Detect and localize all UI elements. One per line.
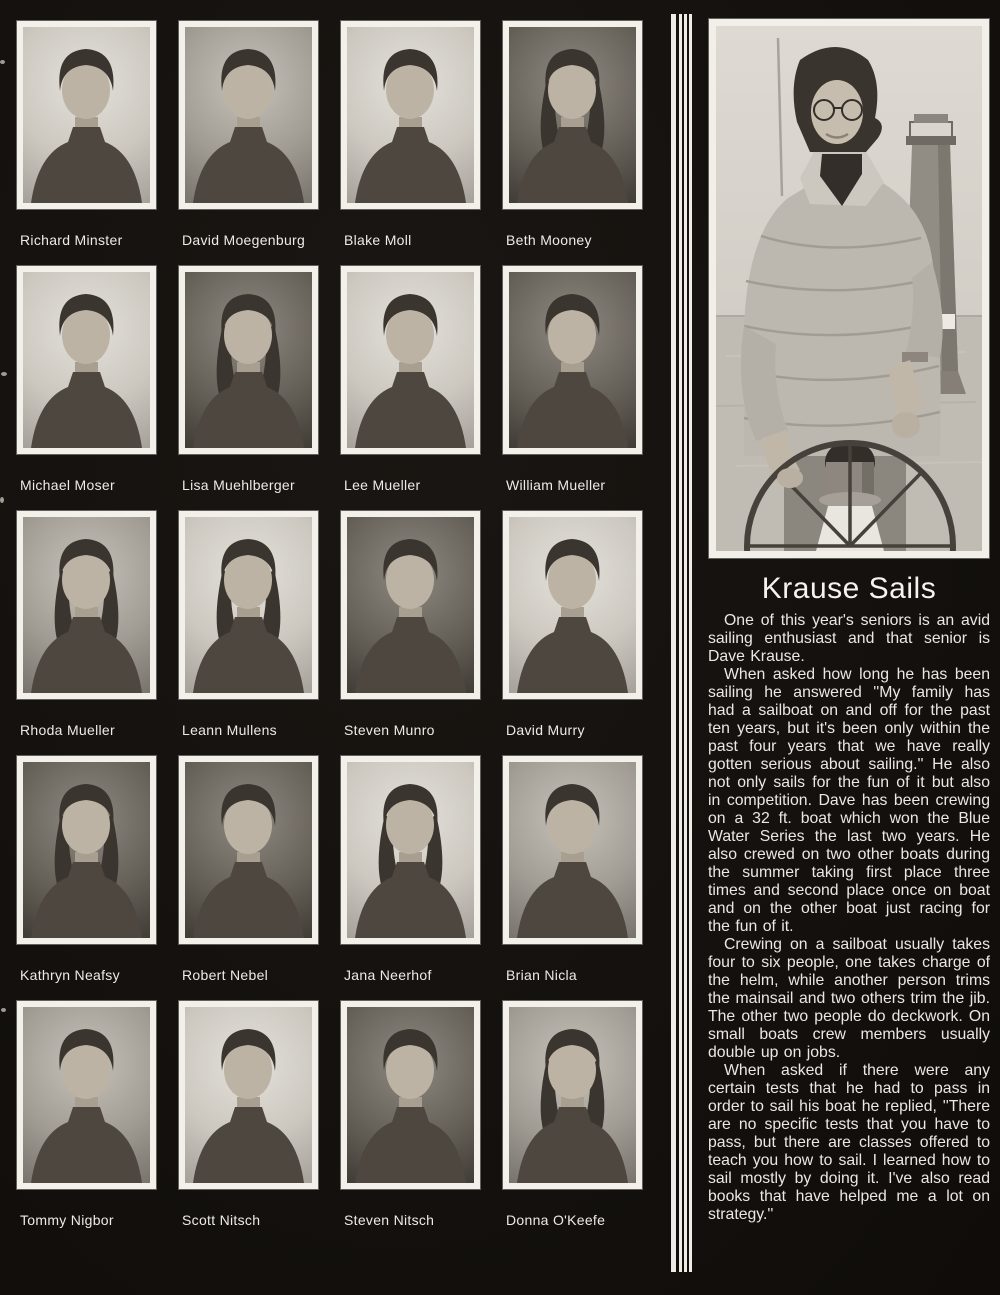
portrait-cell <box>178 20 319 249</box>
portrait-photo-frame <box>502 510 643 700</box>
student-name: Blake Moll <box>344 232 412 248</box>
portrait-cell <box>502 510 643 739</box>
person-silhouette-icon <box>23 762 150 938</box>
person-silhouette-icon <box>509 1007 636 1183</box>
person-silhouette-icon <box>185 517 312 693</box>
portrait-photo <box>23 762 150 938</box>
portrait-cell <box>16 265 157 494</box>
student-name: Brian Nicla <box>506 967 577 983</box>
student-name: Scott Nitsch <box>182 1212 261 1228</box>
portrait-photo-frame <box>340 20 481 210</box>
portrait-photo-frame <box>16 755 157 945</box>
portrait-photo-frame <box>16 20 157 210</box>
portrait-photo-frame <box>178 510 319 700</box>
portrait-grid <box>16 20 643 1229</box>
student-name: Lee Mueller <box>344 477 421 493</box>
student-name: David Moegenburg <box>182 232 306 248</box>
scan-speck <box>0 60 5 64</box>
portrait-photo-frame <box>502 1000 643 1190</box>
student-name: Lisa Muehlberger <box>182 477 295 493</box>
student-name: Beth Mooney <box>506 232 592 248</box>
portrait-photo <box>509 27 636 203</box>
portrait-cell <box>340 1000 481 1229</box>
portrait-cell <box>16 755 157 984</box>
student-name: Tommy Nigbor <box>20 1212 114 1228</box>
student-name: David Murry <box>506 722 585 738</box>
portrait-photo-frame <box>502 20 643 210</box>
portrait-photo <box>509 517 636 693</box>
page-title: Krause Sails <box>761 572 937 605</box>
portrait-photo-frame <box>502 265 643 455</box>
portrait-cell <box>340 20 481 249</box>
person-silhouette-icon <box>185 1007 312 1183</box>
portrait-photo <box>347 762 474 938</box>
article-body <box>708 612 990 1224</box>
portrait-photo <box>347 517 474 693</box>
portrait-photo <box>509 1007 636 1183</box>
krause-sailing-photo <box>716 26 982 551</box>
portrait-photo <box>23 1007 150 1183</box>
student-name: Richard Minster <box>20 232 123 248</box>
person-silhouette-icon <box>23 517 150 693</box>
divider-rule <box>671 14 676 1272</box>
scan-speck <box>1 1008 6 1012</box>
person-silhouette-icon <box>509 517 636 693</box>
portrait-photo <box>23 517 150 693</box>
person-silhouette-icon <box>509 272 636 448</box>
divider-rule <box>679 14 682 1272</box>
person-silhouette-icon <box>185 272 312 448</box>
portrait-photo <box>23 27 150 203</box>
student-name: Steven Nitsch <box>344 1212 435 1228</box>
person-silhouette-icon <box>509 27 636 203</box>
scan-speck <box>1 372 7 376</box>
divider-rule <box>684 14 687 1272</box>
portrait-photo <box>185 762 312 938</box>
person-silhouette-icon <box>347 1007 474 1183</box>
person-silhouette-icon <box>347 272 474 448</box>
portrait-photo <box>347 272 474 448</box>
portrait-photo-frame <box>16 510 157 700</box>
portrait-photo-frame <box>340 510 481 700</box>
portrait-photo <box>185 1007 312 1183</box>
portrait-photo-frame <box>178 1000 319 1190</box>
student-name: Jana Neerhof <box>344 967 432 983</box>
student-name: Donna O'Keefe <box>506 1212 606 1228</box>
portrait-photo-frame <box>340 1000 481 1190</box>
person-silhouette-icon <box>23 1007 150 1183</box>
student-name: Kathryn Neafsy <box>20 967 120 983</box>
person-silhouette-icon <box>185 27 312 203</box>
portrait-photo <box>23 272 150 448</box>
portrait-photo-frame <box>502 755 643 945</box>
person-silhouette-icon <box>347 517 474 693</box>
portrait-cell <box>502 20 643 249</box>
student-name: Leann Mullens <box>182 722 277 738</box>
portrait-photo-frame <box>178 755 319 945</box>
portrait-photo <box>347 27 474 203</box>
portrait-cell <box>502 1000 643 1229</box>
article-paragraph: Crewing on a sailboat usually takes four to six people, one takes charge of the helm, while another person trims the mainsail and two others trim the jib. The other two people do deckwork. On small boats crew members usually double up on jobs. <box>708 936 990 1061</box>
student-name: Rhoda Mueller <box>20 722 115 738</box>
portrait-photo <box>185 517 312 693</box>
portrait-photo-frame <box>16 265 157 455</box>
portrait-photo <box>185 272 312 448</box>
feature-photo-frame <box>708 18 990 559</box>
portrait-cell <box>16 510 157 739</box>
portrait-cell <box>502 265 643 494</box>
portrait-photo-frame <box>340 755 481 945</box>
portrait-photo-frame <box>16 1000 157 1190</box>
divider-rules <box>671 14 692 1272</box>
person-silhouette-icon <box>23 27 150 203</box>
person-silhouette-icon <box>347 27 474 203</box>
portrait-photo-frame <box>178 20 319 210</box>
portrait-photo <box>509 272 636 448</box>
person-silhouette-icon <box>185 762 312 938</box>
portrait-cell <box>178 265 319 494</box>
person-silhouette-icon <box>347 762 474 938</box>
portrait-cell <box>178 510 319 739</box>
scan-speck <box>0 497 4 503</box>
portrait-cell <box>340 510 481 739</box>
feature-column <box>708 18 990 1224</box>
student-name: Steven Munro <box>344 722 435 738</box>
portrait-cell <box>340 755 481 984</box>
portrait-photo <box>509 762 636 938</box>
portrait-photo-frame <box>178 265 319 455</box>
student-name: William Mueller <box>506 477 606 493</box>
portrait-cell <box>16 20 157 249</box>
person-silhouette-icon <box>509 762 636 938</box>
portrait-cell <box>16 1000 157 1229</box>
student-name: Robert Nebel <box>182 967 269 983</box>
portrait-photo <box>347 1007 474 1183</box>
portrait-cell <box>178 1000 319 1229</box>
portrait-cell <box>178 755 319 984</box>
divider-rule <box>689 14 692 1272</box>
article-paragraph: When asked how long he has been sailing he answered ''My family has had a sailboat on and off for the past ten years, but it's been only within the past four years that we have really gotten serious about sailing.'' He also not only sails for the fun of it but also in competition. Dave has been crewing on a 32 ft. boat which won the Blue Water Series the last two years. He also crewed on two other boats during the summer taking first place three times and second place once on boat and on the other boat just racing for the fun of it. <box>708 666 990 935</box>
portrait-photo <box>185 27 312 203</box>
article-paragraph: When asked if there were any certain tests that he had to pass in order to sail his boat he replied, ''There are no specific tests that you have to pass, but there are classes offered to teach you how to sail. I learned how to sail mostly by doing it. I've also read books that have helped me a lot on strategy.'' <box>708 1062 990 1223</box>
portrait-cell <box>502 755 643 984</box>
person-silhouette-icon <box>23 272 150 448</box>
portrait-photo-frame <box>340 265 481 455</box>
portrait-cell <box>340 265 481 494</box>
article-paragraph: One of this year's seniors is an avid sailing enthusiast and that senior is Dave Krause. <box>708 612 990 665</box>
student-name: Michael Moser <box>20 477 115 493</box>
